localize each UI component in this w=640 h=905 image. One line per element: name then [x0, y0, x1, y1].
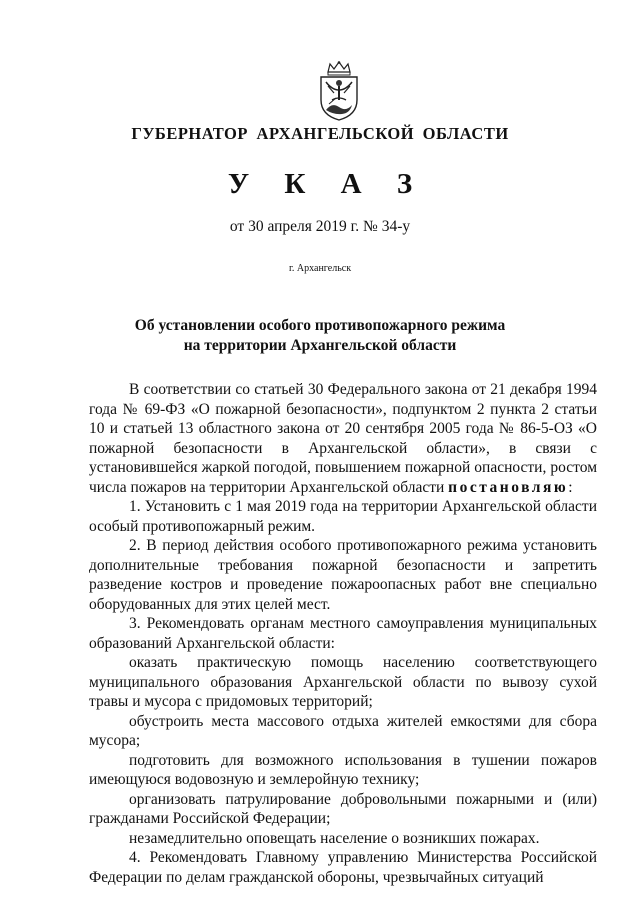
- document-subject-title: [0, 316, 640, 356]
- clause-3-item-4: организовать патрулирование добровольными пожарными и (или) гражданами Российской Федерации;: [89, 790, 597, 827]
- clause-1: 1. Установить с 1 мая 2019 года на территории Архангельской области особый противопожарный режим.: [89, 498, 597, 535]
- resolve-keyword: постановляю: [448, 478, 569, 496]
- document-body: [89, 380, 597, 887]
- preamble-text: В соответствии со статьей 30 Федерального закона от 21 декабря 1994 года № 69-ФЗ «О пожарной безопасности», подпунктом 2 пункта 2 статьи 10 и статьей 13 областного закона от 20 сентября 2005 года № 86-5-ОЗ «О пожарной безопасности в Архангельской области», в связи с установившейся жаркой погодой, повышением пожарной опасности, ростом числа пожаров на территории Архангельской области: [89, 381, 597, 496]
- document-type-title: У К А З: [227, 168, 427, 200]
- clause-3-item-1: оказать практическую помощь населению соответствующего муниципального образования Архангельской области по вывозу сухой травы и мусора с придомовых территорий;: [89, 654, 597, 710]
- clause-3-item-2: обустроить места массового отдыха жителей емкостями для сбора мусора;: [89, 712, 597, 749]
- clause-3: 3. Рекомендовать органам местного самоуправления муниципальных образований Архангельской области:: [89, 615, 597, 652]
- clause-3-item-3: подготовить для возможного использования в тушении пожаров имеющуюся водовозную и землеройную технику;: [89, 751, 597, 788]
- coat-of-arms-icon: [314, 60, 364, 122]
- preamble-paragraph: [89, 380, 597, 497]
- clause-3-item-5: незамедлительно оповещать население о возникших пожарах.: [129, 829, 540, 847]
- issue-city: г. Архангельск: [288, 263, 352, 274]
- issuer-heading: ГУБЕРНАТОР АРХАНГЕЛЬСКОЙ ОБЛАСТИ: [131, 124, 509, 143]
- clause-4: 4. Рекомендовать Главному управлению Министерства Российской Федерации по делам гражданской обороны, чрезвычайных ситуаций: [89, 849, 597, 886]
- clause-2: 2. В период действия особого противопожарного режима установить дополнительные требования пожарной безопасности и запретить разведение костров и проведение пожароопасных работ вне специально оборудованных для этих целей мест.: [89, 537, 597, 613]
- subject-title-line-1: Об установлении особого противопожарного режима: [134, 317, 506, 334]
- preamble-end: :: [568, 478, 573, 496]
- subject-title-line-2: на территории Архангельской области: [183, 337, 457, 354]
- decree-date-number: от 30 апреля 2019 г. № 34-у: [229, 218, 411, 235]
